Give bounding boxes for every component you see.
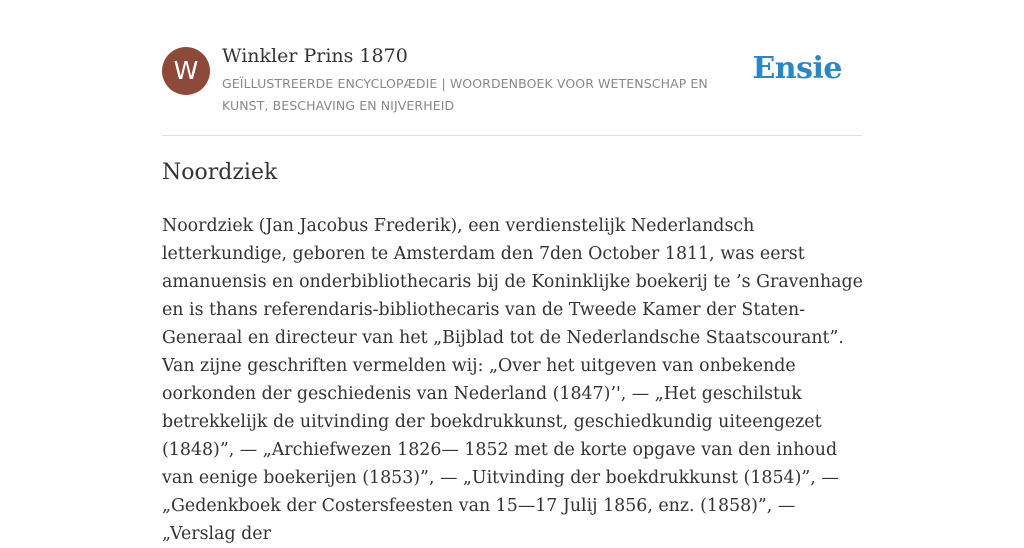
entry-title: Noordziek <box>162 160 278 185</box>
source-subtitle: GEÏLLUSTREERDE ENCYCLOPÆDIE | WOORDENBOEK VOOR WETENSCHAP EN KUNST, BESCHAVING EN NIJVERHEID <box>222 76 708 113</box>
source-header <box>162 0 862 136</box>
source-title[interactable]: Winkler Prins 1870 <box>222 45 408 67</box>
entry-body: Noordziek (Jan Jacobus Frederik), een verdienstelijk Nederlandsch letterkundige, geboren te Amsterdam den 7den October 1811, was eerst amanuensis en onderbibliothecaris bij de Koninklijke boekerij te ’s Gravenhage en is thans referendaris-bibliothecaris van de Tweede Kamer der Staten-Generaal en directeur van het „Bijblad tot de Nederlandsche Staatscourant”. Van zijne geschriften vermelden wij: „Over het uitgeven van onbekende oorkonden der geschiedenis van Nederland (1847)’', — „Het geschilstuk betrekkelijk de uitvinding der boekdrukkunst, geschiedkundig uiteengezet (1848)”, — „Archiefwezen 1826— 1852 met de korte opgave van den inhoud van eenige boekerijen (1853)”, — „Uitvinding der boekdrukkunst (1854)”, — „Gedenkboek der Costersfeesten van 15—17 Julij 1856, enz. (1858)”, — „Verslag der <box>162 216 863 544</box>
source-avatar[interactable]: W <box>162 47 210 95</box>
ensie-logo[interactable]: Ensie <box>752 51 842 86</box>
content-container <box>162 0 863 544</box>
